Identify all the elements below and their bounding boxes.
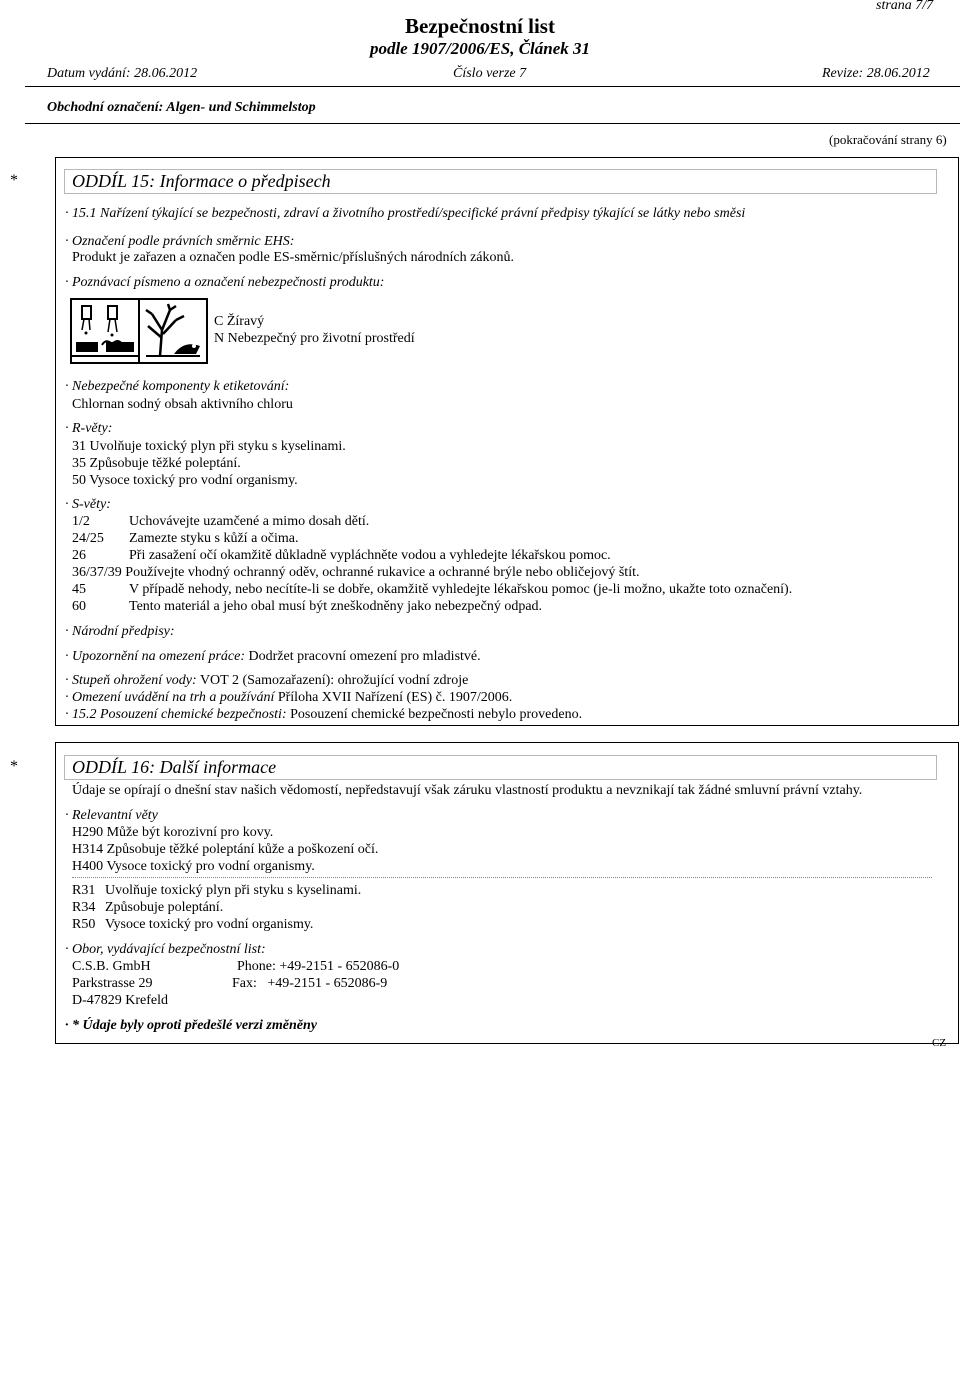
environment-icon xyxy=(138,298,208,364)
s-phrase-text: Při zasažení očí okamžitě důkladně vypláchněte vodou a vyhledejte lékařskou pomoc. xyxy=(129,548,611,563)
r-phrase-text: Způsobuje poleptání. xyxy=(105,900,224,915)
document-title: Bezpečnostní list xyxy=(405,14,555,38)
components-text: Chlornan sodný obsah aktivního chloru xyxy=(72,397,293,412)
s-phrase-code: 60 xyxy=(72,599,86,614)
r-phrase: 35 Způsobuje těžké poleptání. xyxy=(72,456,241,471)
header-rule xyxy=(25,86,960,87)
issuer-street: Parkstrasse 29 xyxy=(72,976,153,991)
s-phrase-row xyxy=(72,548,611,564)
subsection-15-1: · 15.1 Nařízení týkající se bezpečnosti, zdraví a životního prostředí/specifické právní předpisy týkající se látky nebo směsi xyxy=(65,206,746,221)
corrosive-icon xyxy=(70,298,140,364)
r-phrase: 31 Uvolňuje toxický plyn při styku s kyselinami. xyxy=(72,439,346,454)
dotted-separator xyxy=(72,877,932,878)
market-restriction-text: Příloha XVII Nařízení (ES) č. 1907/2006. xyxy=(277,690,513,705)
issuer-phone: Phone: +49-2151 - 652086-0 xyxy=(237,959,400,974)
s-phrase-code: 26 xyxy=(72,548,86,563)
h-phrase: H400 Vysoce toxický pro vodní organismy. xyxy=(72,859,315,874)
s-phrase-code: 45 xyxy=(72,582,86,597)
hazard-c: C Žíravý xyxy=(214,314,265,329)
version-number: Číslo verze 7 xyxy=(453,66,527,81)
issuer-city: D-47829 Krefeld xyxy=(72,993,169,1008)
r-phrase-code: R50 xyxy=(72,917,96,932)
water-hazard-text: VOT 2 (Samozařazení): ohrožující vodní zdroje xyxy=(199,673,469,688)
s-phrase-text: V případě nehody, nebo necítíte-li se dobře, okamžitě vyhledejte lékařskou pomoc (je-li možno, ukažte toto označení). xyxy=(129,582,793,597)
s-phrase-code: 36/37/39 xyxy=(72,565,122,580)
r-phrase-row xyxy=(72,917,313,933)
trade-name-rule xyxy=(25,123,960,124)
h-phrase: H314 Způsobuje těžké poleptání kůže a poškození očí. xyxy=(72,842,379,857)
issuer-label: · Obor, vydávající bezpečnostní list: xyxy=(65,942,266,957)
r-phrase-row xyxy=(72,900,223,916)
r-phrase-text: Vysoce toxický pro vodní organismy. xyxy=(105,917,314,932)
s-phrase-text: Používejte vhodný ochranný oděv, ochranné rukavice a ochranné brýle nebo obličejový štít. xyxy=(125,565,640,580)
ehs-text: Produkt je zařazen a označen podle ES-směrnic/příslušných národních zákonů. xyxy=(72,250,515,265)
section16-title: ODDÍL 16: Další informace xyxy=(72,757,277,777)
s-phrase-code: 1/2 xyxy=(72,514,90,529)
hazard-label: · Poznávací písmeno a označení nebezpečnosti produktu: xyxy=(65,275,385,290)
s-phrase-row xyxy=(72,582,792,598)
issuer-fax: Fax: +49-2151 - 652086-9 xyxy=(232,976,388,991)
continuation-note: (pokračování strany 6) xyxy=(829,132,947,147)
water-hazard xyxy=(65,673,468,689)
section15-title: ODDÍL 15: Informace o předpisech xyxy=(72,171,331,191)
national-regulations-label: · Národní předpisy: xyxy=(65,624,175,639)
s-phrase-row xyxy=(72,599,542,615)
csa-text: Posouzení chemické bezpečnosti nebylo provedeno. xyxy=(290,707,583,722)
market-restriction-label: · Omezení uvádění na trh a používání xyxy=(65,690,275,705)
water-hazard-label: · Stupeň ohrožení vody: xyxy=(65,673,197,688)
components-label: · Nebezpečné komponenty k etiketování: xyxy=(65,379,290,394)
s-phrase-text: Tento materiál a jeho obal musí být zneškodněny jako nebezpečný odpad. xyxy=(129,599,543,614)
country-code: CZ xyxy=(932,1037,947,1049)
r-phrases-label: · R-věty: xyxy=(65,421,113,436)
s-phrase-text: Uchovávejte uzamčené a mimo dosah dětí. xyxy=(129,514,370,529)
s-phrase-row xyxy=(72,531,299,547)
section16-change-marker: * xyxy=(10,758,18,775)
s-phrases-label: · S-věty: xyxy=(65,497,111,512)
chemical-safety-assessment xyxy=(65,707,582,723)
work-restriction xyxy=(65,649,481,665)
revision-date: Revize: 28.06.2012 xyxy=(822,66,930,81)
ehs-label: · Označení podle právních směrnic EHS: xyxy=(65,234,295,249)
h-phrase: H290 Může být korozivní pro kovy. xyxy=(72,825,274,840)
r-phrase-row xyxy=(72,883,361,899)
csa-label: · 15.2 Posouzení chemické bezpečnosti: xyxy=(65,707,287,722)
trade-name: Obchodní označení: Algen- und Schimmelstop xyxy=(47,100,316,115)
page-number: strana 7/7 xyxy=(876,0,934,13)
r-phrase-code: R34 xyxy=(72,900,96,915)
s-phrase-text: Zamezte styku s kůží a očima. xyxy=(129,531,299,546)
issuer-name: C.S.B. GmbH xyxy=(72,959,151,974)
work-restriction-text: Dodržet pracovní omezení pro mladistvé. xyxy=(248,649,481,664)
section16-intro: Údaje se opírají o dnešní stav našich vědomostí, nepředstavují však záruku vlastností produktu a nevznikají tak žádné smluvní právní vztahy. xyxy=(72,783,863,798)
r-phrase: 50 Vysoce toxický pro vodní organismy. xyxy=(72,473,298,488)
r-phrase-code: R31 xyxy=(72,883,96,898)
hazard-n: N Nebezpečný pro životní prostředí xyxy=(214,331,415,346)
work-restriction-label: · Upozornění na omezení práce: xyxy=(65,649,246,664)
document-subtitle: podle 1907/2006/ES, Článek 31 xyxy=(369,39,591,58)
changes-note: · * Údaje byly oproti předešlé verzi změněny xyxy=(65,1018,317,1033)
market-restriction xyxy=(65,690,512,706)
s-phrase-row xyxy=(72,514,369,530)
issue-date: Datum vydání: 28.06.2012 xyxy=(47,66,198,81)
relevant-phrases-label: · Relevantní věty xyxy=(65,808,158,823)
s-phrase-code: 24/25 xyxy=(72,531,104,546)
r-phrase-text: Uvolňuje toxický plyn při styku s kyselinami. xyxy=(105,883,362,898)
section15-change-marker: * xyxy=(10,172,18,189)
s-phrase-row xyxy=(72,565,639,581)
